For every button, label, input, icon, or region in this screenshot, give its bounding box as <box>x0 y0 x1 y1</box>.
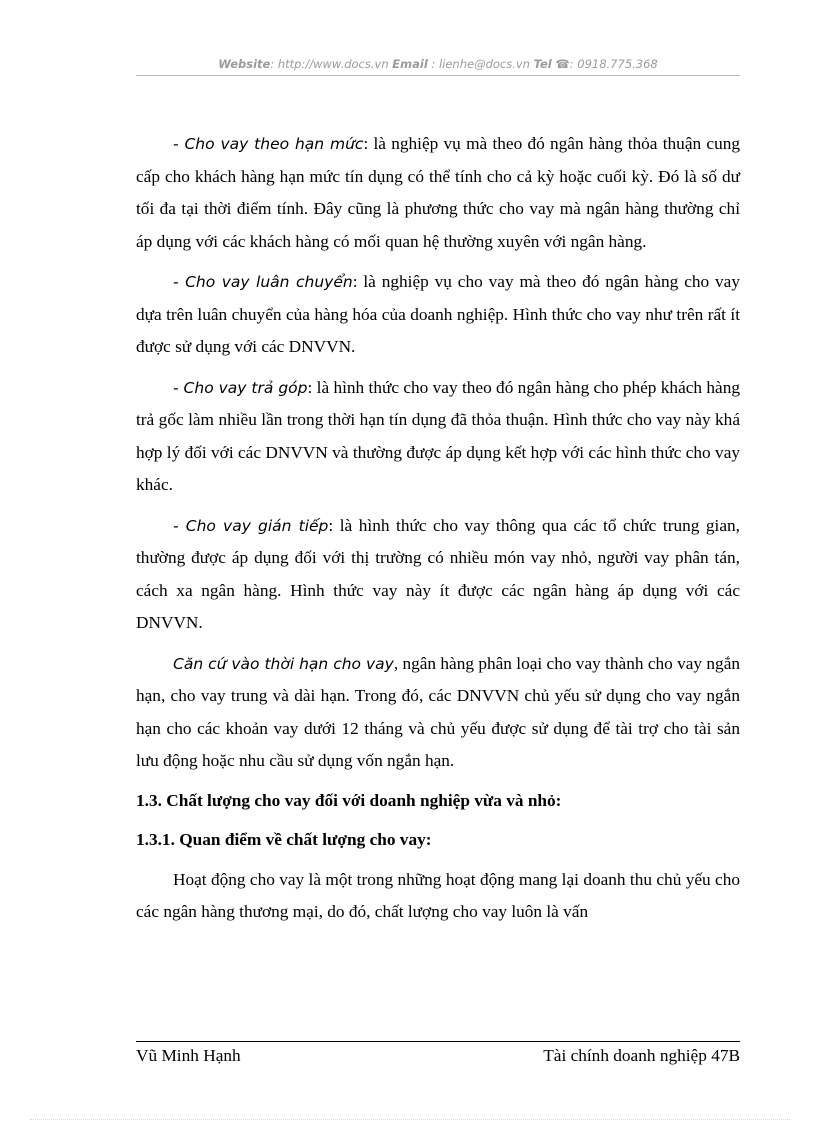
phone-icon: ☎ <box>555 57 570 71</box>
email-address: : lienhe@docs.vn <box>431 57 530 71</box>
paragraph-installment-loan <box>136 372 740 502</box>
term-loan-term: Căn cứ vào thời hạn cho vay <box>173 654 394 673</box>
section-heading-1-3: 1.3. Chất lượng cho vay đối với doanh nghiệp vừa và nhỏ: <box>136 790 562 810</box>
paragraph-indirect-loan <box>136 510 740 640</box>
term-indirect-loan: - Cho vay gián tiếp <box>173 516 329 535</box>
term-revolving-loan: - Cho vay luân chuyển <box>173 273 353 291</box>
paragraph-loan-term <box>136 648 740 778</box>
term-installment-loan: - Cho vay trả góp <box>173 378 308 397</box>
page-bottom-border <box>30 1119 790 1120</box>
tel-number: : 0918.775.368 <box>569 57 658 71</box>
page-footer <box>136 1045 740 1067</box>
term-loan-limit: - Cho vay theo hạn mức <box>173 135 364 153</box>
paragraph-loan-limit <box>136 128 740 258</box>
header-rule <box>136 75 740 76</box>
tel-label: Tel <box>533 57 552 71</box>
paragraph-text: : là hình thức cho vay thông qua các tổ chức trung gian, thường được áp dụng đối với thị trường có nhiều món vay nhỏ, người vay phân tán, cách xa ngân hàng. Hình thức vay này ít được các ngân hàng áp dụng với các DNVVN. <box>136 515 740 632</box>
paragraph-revolving-loan <box>136 266 740 364</box>
paragraph-text: : là nghiệp vụ cho vay mà theo đó ngân hàng cho vay dựa trên luân chuyển của hàng hóa của doanh nghiệp. Hình thức cho vay như trên rất ít được sử dụng với các DNVVN. <box>136 272 740 356</box>
footer-author: Vũ Minh Hạnh <box>136 1046 241 1065</box>
paragraph-text: , ngân hàng phân loại cho vay thành cho vay ngắn hạn, cho vay trung và dài hạn. Trong đó, các DNVVN chủ yếu sử dụng cho vay ngắn hạn cho các khoản vay dưới 12 tháng và chủ yếu được sử dụng để tài trợ cho tài sản lưu động hoặc nhu cầu sử dụng vốn ngắn hạn. <box>136 653 740 770</box>
footer-rule <box>136 1041 740 1042</box>
footer-course: Tài chính doanh nghiệp 47B <box>543 1046 740 1065</box>
document-body <box>136 128 740 937</box>
paragraph-text: : là hình thức cho vay theo đó ngân hàng cho phép khách hàng trả gốc làm nhiều lần trong thời hạn tín dụng đã thỏa thuận. Hình thức cho vay này khá hợp lý đối với các DNVVN và thường được áp dụng kết hợp với các hình thức cho vay khác. <box>136 377 740 494</box>
website-url: : http://www.docs.vn <box>270 57 389 71</box>
website-label: Website <box>218 57 271 71</box>
email-label: Email <box>392 57 428 71</box>
paragraph-lending-activity: Hoạt động cho vay là một trong những hoạt động mang lại doanh thu chủ yếu cho các ngân hàng thương mại, do đó, chất lượng cho vay luôn là vấn <box>136 869 740 921</box>
page-header <box>136 57 740 71</box>
section-heading-1-3-1: 1.3.1. Quan điểm về chất lượng cho vay: <box>136 829 432 849</box>
paragraph-text: : là nghiệp vụ mà theo đó ngân hàng thỏa thuận cung cấp cho khách hàng hạn mức tín dụng có thể tính cho cả kỳ hoặc cuối kỳ. Đó là số dư tối đa tại thời điểm tính. Đây cũng là phương thức cho vay mà ngân hàng thường chỉ áp dụng với các khách hàng có mối quan hệ thường xuyên với ngân hàng. <box>136 134 740 251</box>
